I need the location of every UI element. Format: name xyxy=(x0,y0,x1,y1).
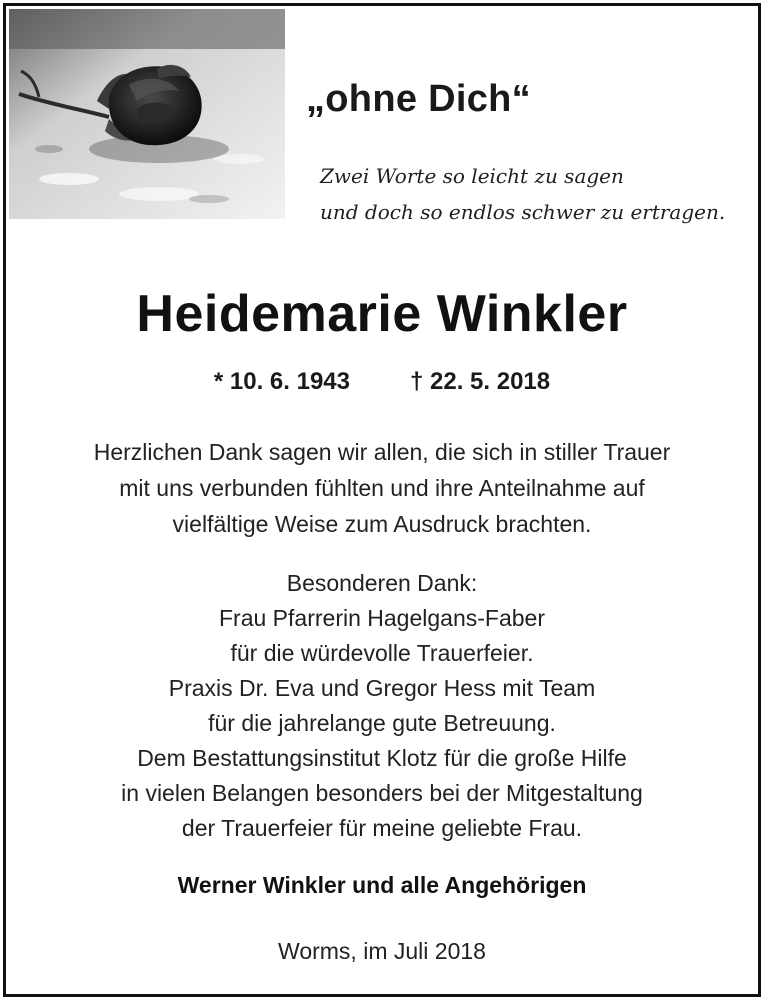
death-date: † 22. 5. 2018 xyxy=(410,368,551,395)
thanks-line: in vielen Belangen besonders bei der Mitgestaltung xyxy=(121,780,643,806)
place-date: Worms, im Juli 2018 xyxy=(278,938,486,964)
thanks-line: für die jahrelange gute Betreuung. xyxy=(208,710,556,736)
signature: Werner Winkler und alle Angehörigen xyxy=(177,872,587,898)
thanks-line: Dem Bestattungsinstitut Klotz für die große Hilfe xyxy=(137,745,627,771)
rose-photo xyxy=(9,9,285,219)
verse xyxy=(320,158,725,230)
message-line: Herzlichen Dank sagen wir allen, die sich in stiller Trauer xyxy=(93,439,671,465)
birth-date: * 10. 6. 1943 xyxy=(213,368,350,395)
thanks-line: für die würdevolle Trauerfeier. xyxy=(230,640,534,666)
thanks-line: Frau Pfarrerin Hagelgans-Faber xyxy=(219,605,545,631)
verse-line: und doch so endlos schwer zu ertragen. xyxy=(320,200,726,224)
thanks-message xyxy=(6,434,758,542)
message-line: vielfältige Weise zum Ausdruck brachten. xyxy=(172,511,592,537)
thanks-line: der Trauerfeier für meine geliebte Frau. xyxy=(181,815,583,841)
obituary-notice xyxy=(3,3,761,997)
special-thanks-heading: Besonderen Dank: xyxy=(286,570,478,596)
special-thanks xyxy=(6,566,758,846)
message-line: mit uns verbunden fühlten und ihre Anteilnahme auf xyxy=(119,475,645,501)
rose-icon xyxy=(9,9,285,219)
deceased-name: Heidemarie Winkler xyxy=(136,285,628,343)
thanks-line: Praxis Dr. Eva und Gregor Hess mit Team xyxy=(168,675,596,701)
headline: „ohne Dich“ xyxy=(306,78,531,120)
life-dates xyxy=(6,368,758,396)
verse-line: Zwei Worte so leicht zu sagen xyxy=(320,164,624,188)
